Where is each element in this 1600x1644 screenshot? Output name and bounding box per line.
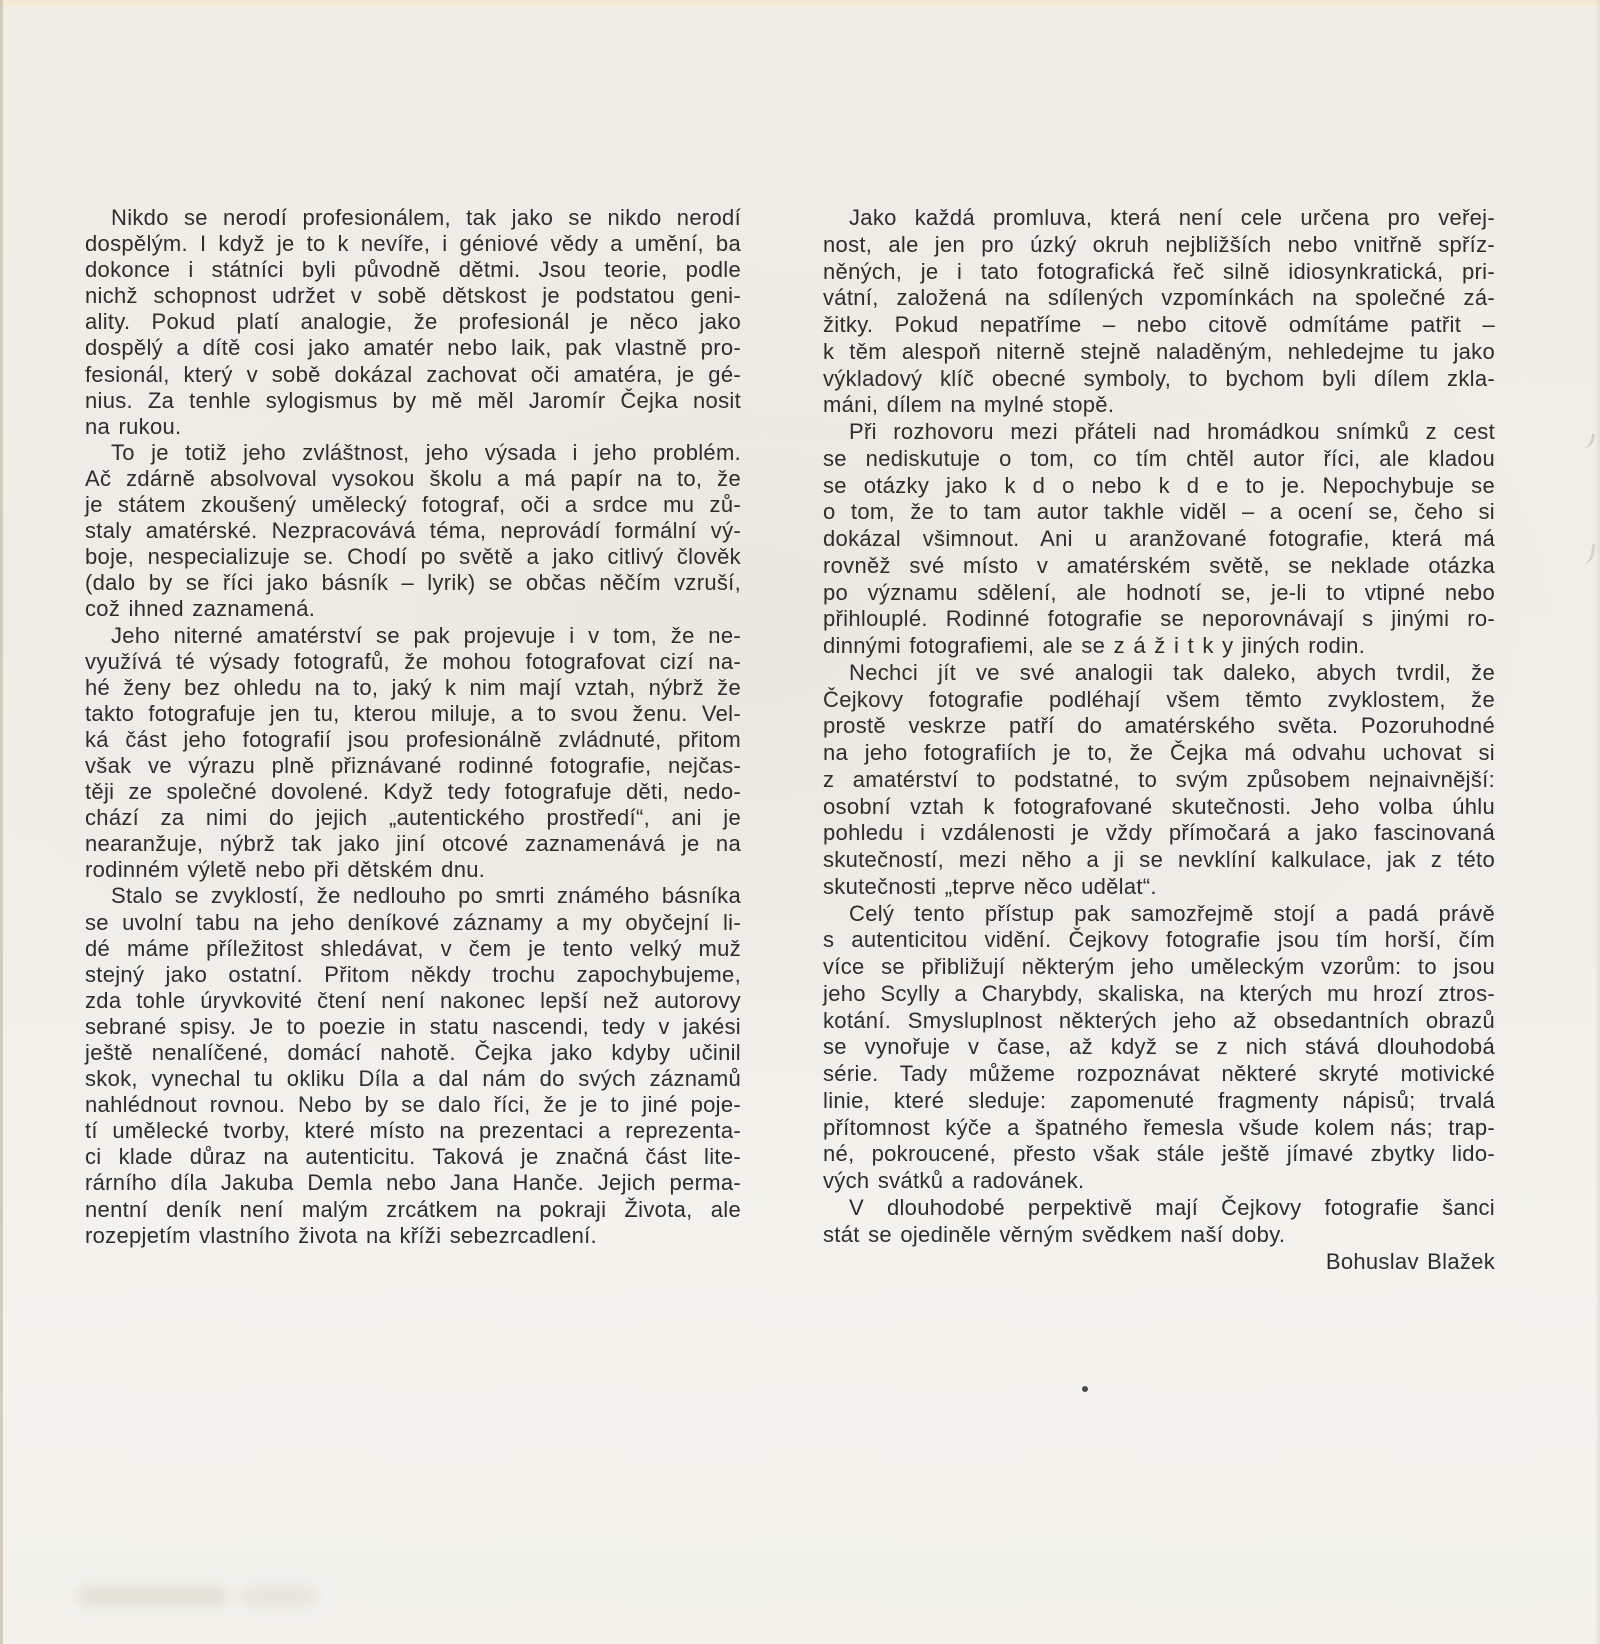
- text-line: skutečností, mezi něho a ji se nevklíní kalkulace, jak z této: [823, 847, 1495, 872]
- paragraph: [85, 440, 741, 623]
- text-line: nearanžuje, nýbrž tak jako jiní otcové zaznamenává je na: [85, 831, 741, 857]
- text-line: máni, dílem na mylné stopě.: [823, 392, 1115, 418]
- text-line: (dalo by se říci jako básník – lyrik) se občas něčím vzruší,: [85, 570, 741, 596]
- text-line: rovněž své místo v amatérském světě, se neklade otázka: [823, 552, 1495, 578]
- text-line: hé ženy bez ohledu na to, jaký k nim mají vztah, nýbrž že: [85, 674, 741, 700]
- scan-artifact: [1581, 542, 1596, 565]
- paragraph: [823, 660, 1495, 901]
- paragraph: [85, 883, 741, 1248]
- text-line: sebrané spisy. Je to poezie in statu nascendi, tedy v jakési: [85, 1013, 741, 1039]
- text-line: přítomnost kýče a špatného řemesla všude kolem nás; trap-: [823, 1114, 1495, 1140]
- text-line: o tom, že to tam autor takhle viděl – a ocení se, čeho si: [823, 499, 1495, 525]
- text-line: chází za nimi do jejich „autentického prostředí“, ani je: [85, 805, 741, 831]
- text-line: ještě nenalíčené, domácí nahotě. Čejka jako kdyby učinil: [85, 1040, 741, 1065]
- column-right: [823, 205, 1495, 1276]
- text-line: kotání. Smysluplnost některých jeho až obsedantních obrazů: [823, 1007, 1495, 1033]
- text-line: né, pokroucené, přesto však stále ještě jímavé zbytky lido-: [823, 1141, 1495, 1167]
- text-line: z amatérství to podstatné, to svým způsobem nejnaivnější:: [823, 766, 1495, 792]
- print-smudge: [78, 1586, 228, 1606]
- text-line: boje, nespecializuje se. Chodí po světě a jako citlivý člověk: [85, 544, 741, 570]
- text-line: takto fotografuje jen tu, kterou miluje, a to svou ženu. Vel-: [85, 700, 741, 726]
- text-line: nichž schopnost udržet v sobě dětskost je podstatou geni-: [85, 283, 741, 309]
- text-line: pohledu i vzdálenosti je vždy přímočará a jako fascinovaná: [823, 820, 1495, 846]
- text-line: skutečnosti „teprve něco udělat“.: [823, 873, 1157, 899]
- text-line: fesionál, který v sobě dokázal zachovat oči amatéra, je gé-: [85, 361, 741, 387]
- text-line: vých svátků a radovánek.: [823, 1168, 1085, 1193]
- text-line: nius. Za tenhle sylogismus by mě měl Jaromír Čejka nosit: [85, 387, 741, 413]
- text-line: těji ze společné dovolené. Když tedy fotografuje děti, nedo-: [85, 779, 741, 805]
- text-line: dokonce i státníci byli původně dětmi. Jsou teorie, podle: [85, 257, 741, 283]
- text-line: nost, ale jen pro úzký okruh nejbližších nebo vnitřně spříz-: [823, 231, 1495, 257]
- ink-dot: [1082, 1386, 1088, 1392]
- text-line: rárního díla Jakuba Demla nebo Jana Hanče. Jejich perma-: [85, 1170, 741, 1196]
- text-line: rozepjetím vlastního života na kříži sebezrcadlení.: [85, 1222, 597, 1248]
- text-line: dospělým. I když je to k nevíře, i géniové vědy a umění, ba: [85, 231, 741, 257]
- text-line: prostě veskrze patří do amatérského světa. Pozoruhodné: [823, 713, 1495, 739]
- text-line: na rukou.: [85, 413, 182, 439]
- paragraph: [823, 1195, 1495, 1249]
- text-line: využívá té výsady fotografů, že mohou fotografovat cizí na-: [85, 648, 741, 674]
- text-line: se nediskutuje o tom, co tím chtěl autor říci, ale kladou: [823, 445, 1495, 471]
- text-line: stát se ojediněle věrným svědkem naší doby.: [823, 1221, 1286, 1247]
- page-left-edge: [0, 0, 3, 1644]
- text-line: stejný jako ostatní. Přitom někdy trochu zapochybujeme,: [85, 961, 741, 987]
- text-line: staly amatérské. Nezpracovává téma, neprovádí formální vý-: [85, 518, 741, 544]
- paragraph: [85, 205, 741, 440]
- text-line: Jeho niterné amatérství se pak projevuje i v tom, že ne-: [111, 622, 741, 648]
- page-top-edge: [0, 0, 1600, 6]
- text-line: Při rozhovoru mezi přáteli nad hromádkou snímků z cest: [849, 419, 1495, 444]
- page-right-edge: [1595, 0, 1600, 1644]
- paragraph: [823, 205, 1495, 419]
- text-line: po významu sdělení, ale hodnotí se, je-li to vtipné nebo: [823, 579, 1495, 605]
- text-line: přihlouplé. Rodinné fotografie se neporovnávají s jinými ro-: [823, 606, 1495, 632]
- text-line: ality. Pokud platí analogie, že profesionál je něco jako: [85, 309, 741, 335]
- text-line: s autenticitou vidění. Čejkovy fotografie jsou tím horší, čím: [823, 927, 1495, 953]
- text-line: rodinném výletě nebo při dětském dnu.: [85, 857, 486, 883]
- text-line: dokázal všimnout. Ani u aranžované fotografie, která má: [823, 526, 1495, 551]
- text-line: skok, vynechal tu okliku Díla a dal nám do svých záznamů: [85, 1066, 741, 1092]
- text-line: žitky. Pokud nepatříme – nebo citově odmítáme patřit –: [823, 312, 1495, 337]
- text-line: Čejkovy fotografie podléhají všem těmto zvyklostem, že: [823, 686, 1495, 712]
- text-line: něných, je i tato fotografická řeč silně idiosynkratická, pri-: [823, 258, 1495, 284]
- text-line: jeho Scylly a Charybdy, skaliska, na kterých mu hrozí ztros-: [823, 980, 1495, 1006]
- text-line: se vynořuje v čase, až když se z nich stává dlouhodobá: [823, 1034, 1495, 1060]
- text-line: vátní, založená na sdílených vzpomínkách na společné zá-: [823, 285, 1495, 311]
- text-line: Nikdo se nerodí profesionálem, tak jako se nikdo nerodí: [111, 205, 741, 230]
- text-line: Stalo se zvyklostí, že nedlouho po smrti známého básníka: [111, 883, 741, 909]
- text-line: tí umělecké tvorby, které místo na prezentaci a reprezenta-: [85, 1118, 741, 1144]
- text-line: výkladový klíč obecné symboly, to bychom byli dílem zkla-: [823, 365, 1495, 391]
- text-line: nentní deník není malým zrcátkem na pokraji Života, ale: [85, 1196, 741, 1222]
- text-line: dospělý a dítě cosi jako amatér nebo laik, pak vlastně pro-: [85, 335, 741, 361]
- print-smudge: [238, 1586, 318, 1606]
- text-line: V dlouhodobé perpektivě mají Čejkovy fotografie šanci: [849, 1194, 1495, 1220]
- text-line: linie, které sleduje: zapomenuté fragmenty nápisů; trvalá: [823, 1087, 1495, 1113]
- text-line: se otázky jako k d o nebo k d e to je. Nepochybuje se: [823, 472, 1495, 498]
- paragraph: [85, 623, 741, 884]
- text-line: k těm alespoň niterně stejně naladěným, nehledejme tu jako: [823, 338, 1495, 364]
- text-line: nahlédnout rovnou. Nebo by se dalo říci, že je to jiné poje-: [85, 1092, 741, 1118]
- text-line: dé máme příležitost shledávat, v čem je tento velký muž: [85, 935, 741, 961]
- text-line: Jako každá promluva, která není cele určena pro veřej-: [849, 205, 1495, 230]
- text-line: ci klade důraz na autenticitu. Taková je značná část lite-: [85, 1144, 741, 1170]
- text-line: zda tohle úryvkovité čtení není nakonec lepší než autorovy: [85, 987, 741, 1013]
- text-line: série. Tady můžeme rozpoznávat některé skryté motivické: [823, 1061, 1495, 1086]
- text-line: více se přibližují některým jeho uměleckým vzorům: to jsou: [823, 954, 1495, 979]
- scan-artifact: [1581, 432, 1595, 450]
- text-line: Nechci jít ve své analogii tak daleko, abych tvrdil, že: [849, 659, 1495, 685]
- paragraph: [823, 419, 1495, 660]
- author-signature: Bohuslav Blažek: [1325, 1249, 1495, 1275]
- text-line: Celý tento přístup pak samozřejmě stojí a padá právě: [849, 900, 1495, 926]
- text-line: To je totiž jeho zvláštnost, jeho výsada i jeho problém.: [111, 439, 741, 465]
- text-line: dinnými fotografiemi, ale se z á ž i t k y jiných rodin.: [823, 633, 1366, 658]
- text-line: ká část jeho fotografií jsou profesionálně zvládnuté, přitom: [85, 726, 741, 752]
- text-line: osobní vztah k fotografované skutečnosti. Jeho volba úhlu: [823, 793, 1495, 819]
- text-line: však ve výrazu plně přiznávané rodinné fotografie, nejčas-: [85, 752, 741, 778]
- paragraph: [823, 901, 1495, 1195]
- text-line: což ihned zaznamená.: [85, 596, 316, 622]
- column-left: [85, 205, 741, 1249]
- text-line: se uvolní tabu na jeho deníkové záznamy a my obyčejní li-: [85, 909, 741, 935]
- text-line: na jeho fotografiích je to, že Čejka má odvahu uchovat si: [823, 740, 1495, 765]
- text-line: je státem zkoušený umělecký fotograf, oči a srdce mu zů-: [85, 492, 741, 518]
- text-line: Ač zdárně absolvoval vysokou školu a má papír na to, že: [85, 465, 741, 491]
